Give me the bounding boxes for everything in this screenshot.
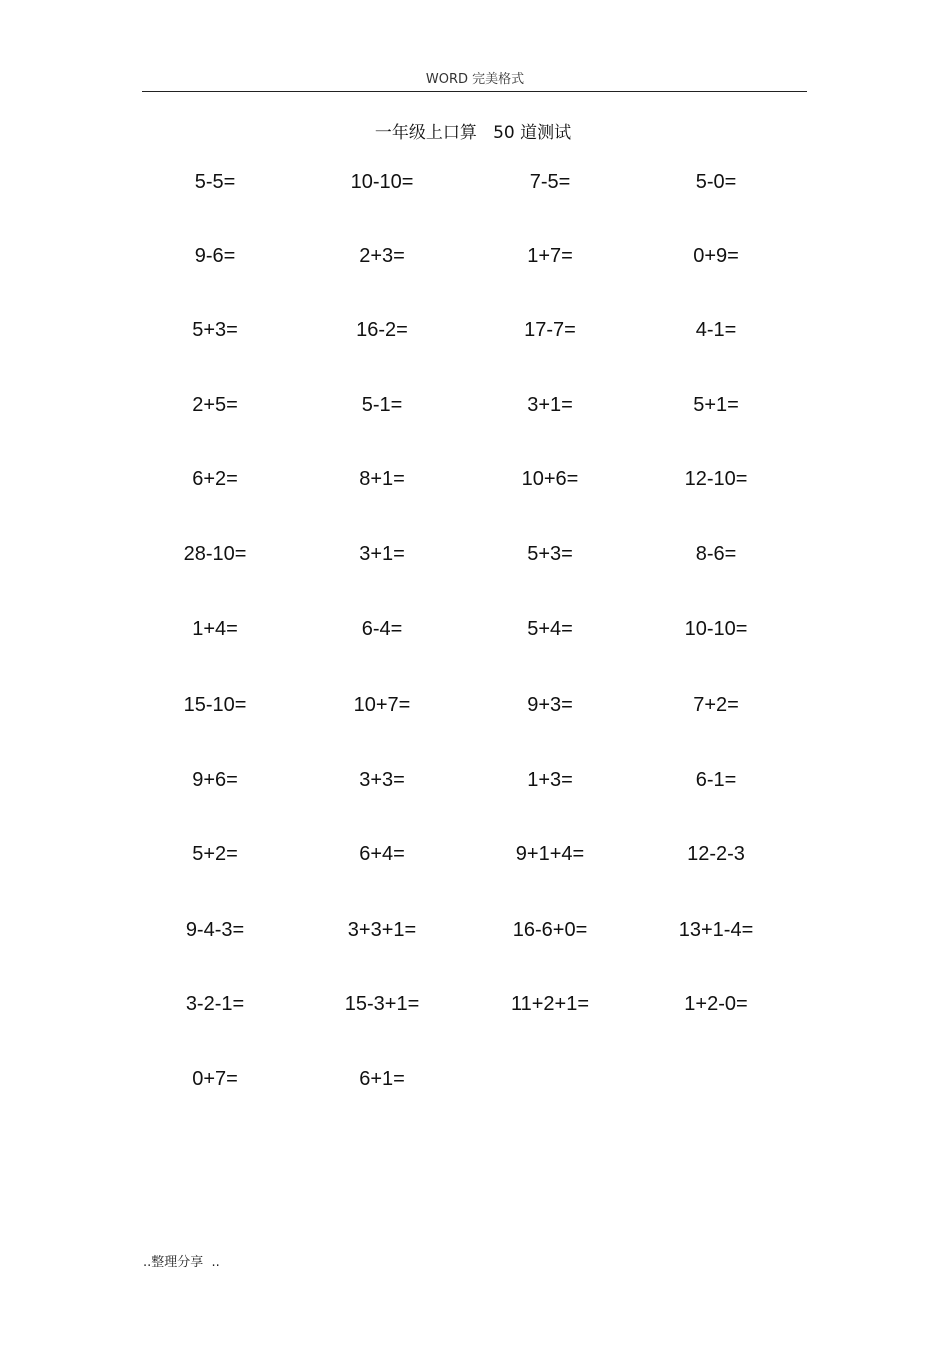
arithmetic-problem: 8-6= <box>695 543 737 565</box>
arithmetic-problem: 5+3= <box>192 319 238 341</box>
page-header: WORD 完美格式 <box>425 72 525 87</box>
arithmetic-problem: 5+2= <box>192 843 238 865</box>
arithmetic-problem: 3+1= <box>527 394 573 416</box>
arithmetic-problem: 6+1= <box>359 1068 405 1090</box>
arithmetic-problem: 2+3= <box>359 245 405 267</box>
arithmetic-problem: 9-4-3= <box>185 919 245 941</box>
arithmetic-problem: 8+1= <box>359 468 405 490</box>
arithmetic-problem: 6-4= <box>361 618 403 640</box>
arithmetic-problem: 2+5= <box>192 394 238 416</box>
arithmetic-problem: 3+3= <box>359 769 405 791</box>
arithmetic-problem: 11+2+1= <box>510 993 590 1015</box>
arithmetic-problem: 1+2-0= <box>684 993 748 1015</box>
page-title: 一年级上口算 50 道测试 <box>374 123 572 143</box>
arithmetic-problem: 5-0= <box>695 171 737 193</box>
arithmetic-problem: 10+6= <box>521 468 579 490</box>
arithmetic-problem: 3+3+1= <box>347 919 417 941</box>
arithmetic-problem: 1+3= <box>527 769 573 791</box>
arithmetic-problem: 10+7= <box>353 694 411 716</box>
arithmetic-problem: 3+1= <box>359 543 405 565</box>
arithmetic-problem: 12-10= <box>684 468 748 490</box>
page-footer: ..整理分享 .. <box>143 1255 220 1270</box>
arithmetic-problem: 9-6= <box>194 245 236 267</box>
arithmetic-problem: 5+3= <box>527 543 573 565</box>
arithmetic-problem: 7+2= <box>693 694 739 716</box>
arithmetic-problem: 1+7= <box>527 245 573 267</box>
arithmetic-problem: 16-6+0= <box>512 919 588 941</box>
arithmetic-problem: 4-1= <box>695 319 737 341</box>
arithmetic-problem: 0+7= <box>192 1068 238 1090</box>
arithmetic-problem: 12-2-3 <box>687 843 745 865</box>
arithmetic-problem: 13+1-4= <box>678 919 754 941</box>
arithmetic-problem: 5-5= <box>194 171 236 193</box>
arithmetic-problem: 15-3+1= <box>344 993 420 1015</box>
arithmetic-problem: 5+4= <box>527 618 573 640</box>
arithmetic-problem: 28-10= <box>183 543 247 565</box>
arithmetic-problem: 6+2= <box>192 468 238 490</box>
arithmetic-problem: 6+4= <box>359 843 405 865</box>
arithmetic-problem: 9+6= <box>192 769 238 791</box>
arithmetic-problem: 5+1= <box>693 394 739 416</box>
arithmetic-problem: 16-2= <box>356 319 408 341</box>
arithmetic-problem: 7-5= <box>529 171 571 193</box>
arithmetic-problem: 17-7= <box>524 319 576 341</box>
arithmetic-problem: 5-1= <box>361 394 403 416</box>
arithmetic-problem: 9+3= <box>527 694 573 716</box>
arithmetic-problem: 1+4= <box>192 618 238 640</box>
arithmetic-problem: 15-10= <box>183 694 247 716</box>
arithmetic-problem: 10-10= <box>350 171 414 193</box>
arithmetic-problem: 6-1= <box>695 769 737 791</box>
arithmetic-problem: 3-2-1= <box>185 993 245 1015</box>
arithmetic-problem: 9+1+4= <box>515 843 585 865</box>
arithmetic-problem: 0+9= <box>693 245 739 267</box>
arithmetic-problem: 10-10= <box>684 618 748 640</box>
